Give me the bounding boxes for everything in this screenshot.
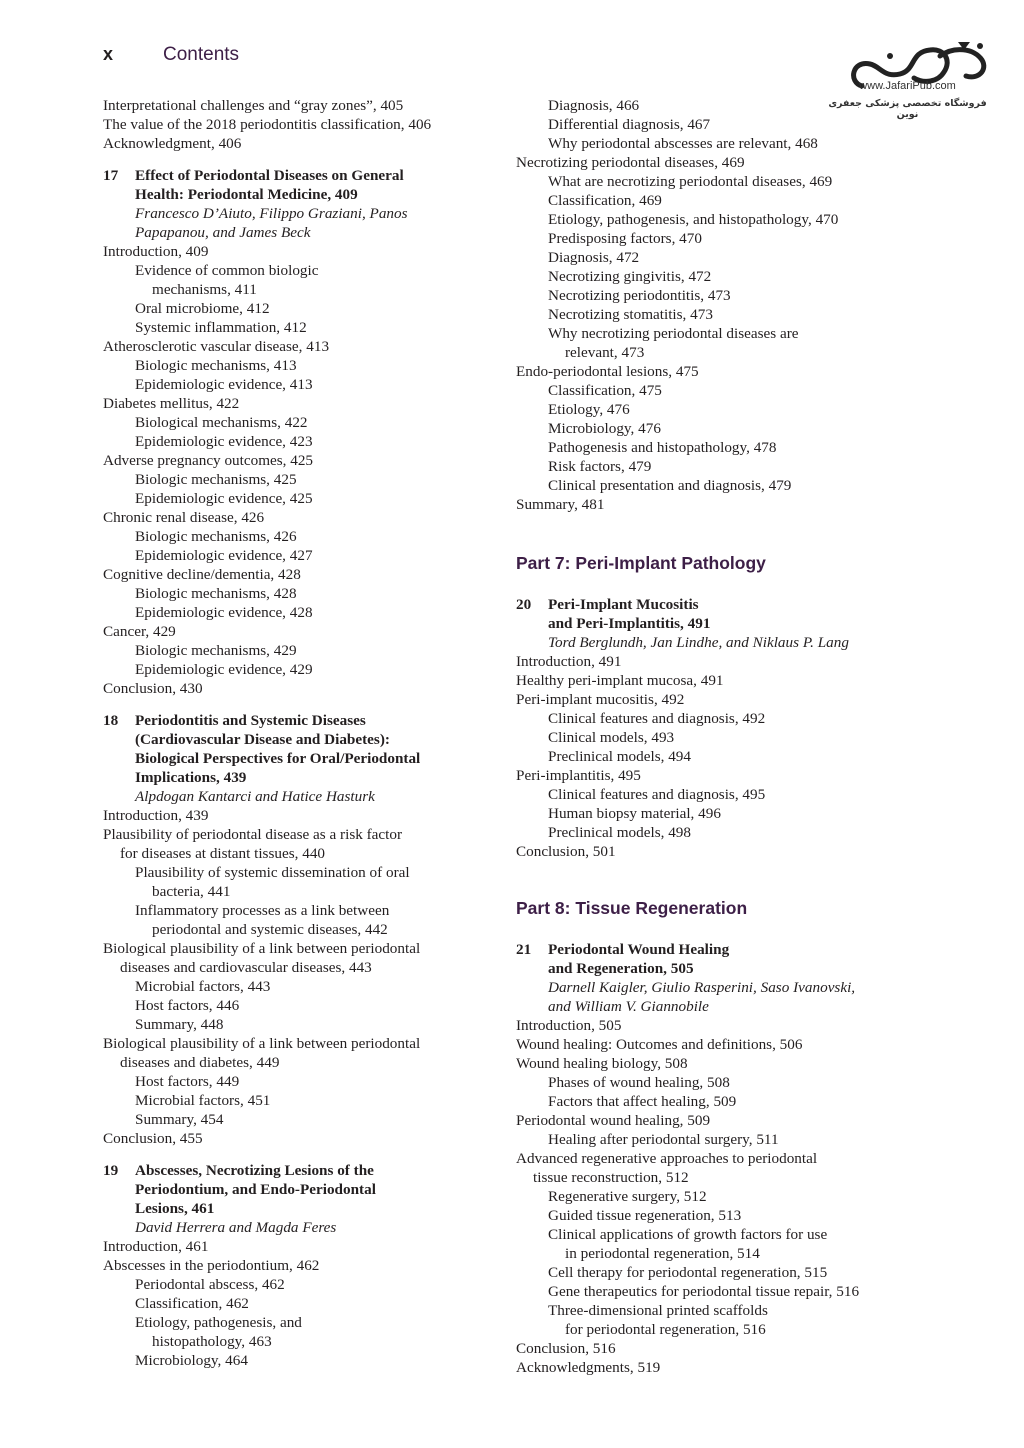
toc-entry bbox=[516, 229, 896, 248]
toc-entry bbox=[103, 1294, 473, 1313]
toc-entry-text: Conclusion, 430 bbox=[103, 680, 203, 697]
toc-entry bbox=[516, 134, 896, 153]
chapter-authors-line: David Herrera and Magda Feres bbox=[135, 1219, 337, 1236]
toc-entry bbox=[516, 785, 896, 804]
toc-entry-text: Biological mechanisms, 422 bbox=[135, 414, 308, 431]
toc-entry bbox=[103, 641, 473, 660]
toc-entry bbox=[516, 823, 896, 842]
toc-entry-text: Cancer, 429 bbox=[103, 623, 176, 640]
toc-entry-text: Clinical features and diagnosis, 492 bbox=[548, 710, 766, 727]
toc-entry-text: Biological plausibility of a link between periodontal bbox=[103, 940, 421, 957]
toc-entry-text: Atherosclerotic vascular disease, 413 bbox=[103, 338, 330, 355]
toc-entry bbox=[516, 690, 896, 709]
toc-entry bbox=[516, 728, 896, 747]
toc-entry bbox=[103, 996, 473, 1015]
toc-entry bbox=[516, 248, 896, 267]
toc-entry-text: Plausibility of systemic dissemination of oral bbox=[135, 864, 410, 881]
toc-entry bbox=[516, 1073, 896, 1092]
toc-entry bbox=[516, 1187, 896, 1206]
toc-entry bbox=[516, 671, 896, 690]
toc-entry bbox=[103, 546, 473, 565]
toc-entry-text: What are necrotizing periodontal diseases, 469 bbox=[548, 173, 833, 190]
chapter-title-line: (Cardiovascular Disease and Diabetes): bbox=[135, 731, 390, 748]
toc-entry-continuation: tissue reconstruction, 512 bbox=[533, 1169, 689, 1186]
toc-entry-text: Necrotizing stomatitis, 473 bbox=[548, 306, 713, 323]
toc-entry bbox=[516, 1358, 896, 1377]
toc-entry bbox=[103, 565, 473, 584]
toc-entry bbox=[516, 747, 896, 766]
toc-entry bbox=[103, 977, 473, 996]
toc-entry bbox=[103, 1275, 473, 1294]
chapter-title-line: Implications, 439 bbox=[135, 769, 247, 786]
toc-entry-text: Peri-implant mucositis, 492 bbox=[516, 691, 685, 708]
chapter-number: 21 bbox=[516, 941, 532, 958]
toc-entry-text: Summary, 481 bbox=[516, 496, 605, 513]
toc-entry-text: Etiology, pathogenesis, and histopathology, 470 bbox=[548, 211, 839, 228]
toc-entry: Interpretational challenges and “gray zones”, 405 bbox=[103, 97, 404, 114]
toc-entry-text: Healing after periodontal surgery, 511 bbox=[548, 1131, 779, 1148]
toc-entry-continuation: histopathology, 463 bbox=[152, 1333, 272, 1350]
toc-entry-text: Advanced regenerative approaches to periodontal bbox=[516, 1150, 818, 1167]
toc-entry bbox=[516, 381, 896, 400]
chapter-title-line: Abscesses, Necrotizing Lesions of the bbox=[135, 1162, 374, 1179]
toc-entry-text: Preclinical models, 494 bbox=[548, 748, 691, 765]
toc-entry-text: Epidemiologic evidence, 413 bbox=[135, 376, 313, 393]
toc-entry bbox=[103, 318, 473, 337]
toc-entry-text: Periodontal abscess, 462 bbox=[135, 1276, 285, 1293]
toc-entry bbox=[516, 305, 896, 324]
toc-entry-text: Risk factors, 479 bbox=[548, 458, 652, 475]
toc-entry bbox=[516, 419, 896, 438]
toc-entry bbox=[516, 1282, 896, 1301]
toc-entry-text: Introduction, 409 bbox=[103, 243, 209, 260]
toc-entry bbox=[516, 172, 896, 191]
chapter-title-line: Biological Perspectives for Oral/Periodontal bbox=[135, 750, 421, 767]
toc-entry-continuation: in periodontal regeneration, 514 bbox=[565, 1245, 760, 1262]
toc-entry bbox=[103, 901, 473, 939]
toc-entry-text: Clinical models, 493 bbox=[548, 729, 675, 746]
toc-entry-text: Adverse pregnancy outcomes, 425 bbox=[103, 452, 314, 469]
toc-entry-text: Healthy peri-implant mucosa, 491 bbox=[516, 672, 724, 689]
toc-entry-text: Oral microbiome, 412 bbox=[135, 300, 270, 317]
toc-entry-continuation: for diseases at distant tissues, 440 bbox=[120, 845, 326, 862]
toc-entry-text: Factors that affect healing, 509 bbox=[548, 1093, 737, 1110]
toc-entry bbox=[516, 438, 896, 457]
toc-entry-text: Regenerative surgery, 512 bbox=[548, 1188, 707, 1205]
toc-entry bbox=[103, 337, 473, 356]
toc-entry-text: Etiology, 476 bbox=[548, 401, 630, 418]
toc-entry bbox=[103, 584, 473, 603]
toc-entry-text: Abscesses in the periodontium, 462 bbox=[103, 1257, 320, 1274]
chapter-title-line: Periodontium, and Endo-Periodontal bbox=[135, 1181, 376, 1198]
toc-entry-text: Introduction, 505 bbox=[516, 1017, 622, 1034]
toc-entry-text: Chronic renal disease, 426 bbox=[103, 509, 265, 526]
toc-entry-text: Etiology, pathogenesis, and bbox=[135, 1314, 302, 1331]
chapter-authors-line: Alpdogan Kantarci and Hatice Hasturk bbox=[135, 788, 375, 805]
toc-entry-text: Periodontal wound healing, 509 bbox=[516, 1112, 711, 1129]
toc-entry-text: Clinical features and diagnosis, 495 bbox=[548, 786, 766, 803]
toc-entry bbox=[516, 1054, 896, 1073]
toc-entry bbox=[516, 709, 896, 728]
toc-entry-text: Cell therapy for periodontal regeneration, 515 bbox=[548, 1264, 828, 1281]
toc-entry-text: Plausibility of periodontal disease as a risk factor bbox=[103, 826, 403, 843]
toc-entry bbox=[103, 394, 473, 413]
toc-entry bbox=[516, 766, 896, 785]
toc-entry bbox=[516, 804, 896, 823]
toc-entry-text: Classification, 469 bbox=[548, 192, 662, 209]
toc-entry bbox=[103, 242, 473, 261]
toc-entry bbox=[103, 451, 473, 470]
toc-entry-text: Microbial factors, 451 bbox=[135, 1092, 271, 1109]
toc-entry-text: Conclusion, 501 bbox=[516, 843, 616, 860]
toc-entry bbox=[103, 375, 473, 394]
chapter-number: 17 bbox=[103, 167, 119, 184]
toc-entry bbox=[103, 1110, 473, 1129]
toc-entry bbox=[103, 1034, 473, 1072]
toc-entry bbox=[103, 660, 473, 679]
page-header bbox=[103, 44, 239, 66]
toc-entry: Acknowledgment, 406 bbox=[103, 135, 242, 152]
running-title: Contents bbox=[163, 44, 240, 65]
toc-entry bbox=[516, 1016, 896, 1035]
chapter-number: 18 bbox=[103, 712, 119, 729]
toc-entry bbox=[516, 1092, 896, 1111]
toc-entry-text: Differential diagnosis, 467 bbox=[548, 116, 711, 133]
toc-entry bbox=[103, 622, 473, 641]
toc-entry-text: Microbial factors, 443 bbox=[135, 978, 271, 995]
toc-entry-text: Systemic inflammation, 412 bbox=[135, 319, 307, 336]
toc-entry-text: Introduction, 491 bbox=[516, 653, 622, 670]
toc-entry-text: Epidemiologic evidence, 427 bbox=[135, 547, 313, 564]
toc-entry bbox=[103, 489, 473, 508]
toc-entry-text: Diabetes mellitus, 422 bbox=[103, 395, 240, 412]
toc-entry-text: Conclusion, 455 bbox=[103, 1130, 203, 1147]
chapter-title-line: Periodontal Wound Healing bbox=[548, 941, 730, 958]
toc-entry bbox=[516, 267, 896, 286]
toc-entry-text: Predisposing factors, 470 bbox=[548, 230, 702, 247]
chapter-21 bbox=[516, 940, 896, 1377]
toc-entry-text: Phases of wound healing, 508 bbox=[548, 1074, 730, 1091]
toc-entry-text: Necrotizing gingivitis, 472 bbox=[548, 268, 712, 285]
toc-entry-text: Endo-periodontal lesions, 475 bbox=[516, 363, 699, 380]
toc-entry bbox=[516, 96, 896, 115]
toc-entry bbox=[516, 1130, 896, 1149]
toc-entry-text: Why periodontal abscesses are relevant, 468 bbox=[548, 135, 818, 152]
toc-entry-text: Clinical presentation and diagnosis, 479 bbox=[548, 477, 792, 494]
toc-entry-continuation: relevant, 473 bbox=[565, 344, 645, 361]
toc-entry bbox=[516, 476, 896, 495]
chapter-number: 19 bbox=[103, 1162, 119, 1179]
toc-entry bbox=[516, 652, 896, 671]
toc-entry-text: Summary, 448 bbox=[135, 1016, 224, 1033]
toc-entry-text: Biologic mechanisms, 426 bbox=[135, 528, 297, 545]
toc-entry bbox=[516, 115, 896, 134]
toc-entry-text: Cognitive decline/dementia, 428 bbox=[103, 566, 301, 583]
chapter-authors-line: Papapanou, and James Beck bbox=[135, 224, 311, 241]
toc-entry bbox=[516, 1263, 896, 1282]
toc-entry-text: Epidemiologic evidence, 423 bbox=[135, 433, 313, 450]
toc-entry-text: Introduction, 461 bbox=[103, 1238, 209, 1255]
toc-entry-continuation: mechanisms, 411 bbox=[152, 281, 257, 298]
toc-entry bbox=[516, 842, 896, 861]
chapter-20 bbox=[516, 595, 896, 861]
toc-entry-continuation: bacteria, 441 bbox=[152, 883, 231, 900]
toc-entry-text: Biological plausibility of a link between periodontal bbox=[103, 1035, 421, 1052]
chapter-authors-line: Darnell Kaigler, Giulio Rasperini, Saso Ivanovski, bbox=[548, 979, 856, 996]
toc-entry bbox=[103, 679, 473, 698]
toc-entry bbox=[516, 1301, 896, 1339]
toc-entry-text: Three-dimensional printed scaffolds bbox=[548, 1302, 768, 1319]
toc-entry-continuation: diseases and diabetes, 449 bbox=[120, 1054, 280, 1071]
toc-entry bbox=[103, 1313, 473, 1351]
part-7-heading: Part 7: Peri-Implant Pathology bbox=[516, 553, 766, 573]
toc-entry bbox=[103, 863, 473, 901]
chapter-title-line: Peri-Implant Mucositis bbox=[548, 596, 699, 613]
toc-entry bbox=[516, 286, 896, 305]
toc-entry bbox=[516, 1035, 896, 1054]
toc-entry bbox=[103, 1072, 473, 1091]
left-column bbox=[103, 96, 473, 1370]
toc-entry-text: Biologic mechanisms, 429 bbox=[135, 642, 297, 659]
chapter-18 bbox=[103, 711, 473, 1148]
toc-entry bbox=[103, 806, 473, 825]
toc-entry-text: Wound healing biology, 508 bbox=[516, 1055, 688, 1072]
chapter-19 bbox=[103, 1161, 473, 1370]
right-column bbox=[516, 96, 896, 1377]
toc-entry-text: Epidemiologic evidence, 425 bbox=[135, 490, 313, 507]
toc-entry bbox=[103, 261, 473, 299]
toc-entry-text: Human biopsy material, 496 bbox=[548, 805, 721, 822]
toc-entry-text: Summary, 454 bbox=[135, 1111, 224, 1128]
toc-entry bbox=[516, 495, 896, 514]
toc-entry-continuation: for periodontal regeneration, 516 bbox=[565, 1321, 766, 1338]
toc-entry bbox=[516, 400, 896, 419]
toc-entry-text: Epidemiologic evidence, 428 bbox=[135, 604, 313, 621]
toc-entry-text: Host factors, 449 bbox=[135, 1073, 240, 1090]
toc-entry-text: Evidence of common biologic bbox=[135, 262, 319, 279]
toc-entry-text: Necrotizing periodontitis, 473 bbox=[548, 287, 731, 304]
toc-entry bbox=[103, 1237, 473, 1256]
toc-entry bbox=[103, 356, 473, 375]
chapter-authors-line: and William V. Giannobile bbox=[548, 998, 709, 1015]
toc-entry bbox=[516, 1149, 896, 1187]
toc-entry bbox=[516, 191, 896, 210]
chapter-title-line: Lesions, 461 bbox=[135, 1200, 215, 1217]
toc-entry bbox=[516, 210, 896, 229]
toc-entry-text: Biologic mechanisms, 413 bbox=[135, 357, 297, 374]
toc-entry-text: Diagnosis, 466 bbox=[548, 97, 640, 114]
toc-entry-text: Acknowledgments, 519 bbox=[516, 1359, 661, 1376]
toc-entry bbox=[103, 1091, 473, 1110]
toc-entry-text: Diagnosis, 472 bbox=[548, 249, 640, 266]
chapter-title-line: and Peri-Implantitis, 491 bbox=[548, 615, 711, 632]
toc-entry-continuation: diseases and cardiovascular diseases, 443 bbox=[120, 959, 372, 976]
chapter-title-line: and Regeneration, 505 bbox=[548, 960, 694, 977]
toc-entry-text: Why necrotizing periodontal diseases are bbox=[548, 325, 799, 342]
toc-entry bbox=[516, 1339, 896, 1358]
toc-entry bbox=[516, 457, 896, 476]
toc-entry-text: Microbiology, 476 bbox=[548, 420, 661, 437]
chapter-title-line: Effect of Periodontal Diseases on General bbox=[135, 167, 404, 184]
toc-entry bbox=[516, 362, 896, 381]
toc-entry bbox=[103, 527, 473, 546]
chapter-title-line: Health: Periodontal Medicine, 409 bbox=[135, 186, 358, 203]
toc-entry bbox=[516, 153, 896, 172]
part-8-heading: Part 8: Tissue Regeneration bbox=[516, 898, 748, 918]
toc-entry bbox=[516, 324, 896, 362]
chapter-number: 20 bbox=[516, 596, 532, 613]
toc-entry bbox=[103, 1015, 473, 1034]
toc-entry bbox=[103, 432, 473, 451]
toc-entry-text: Guided tissue regeneration, 513 bbox=[548, 1207, 742, 1224]
toc-entry-text: Peri-implantitis, 495 bbox=[516, 767, 641, 784]
toc-entry bbox=[103, 470, 473, 489]
toc-entry bbox=[103, 603, 473, 622]
toc-entry-text: Introduction, 439 bbox=[103, 807, 209, 824]
toc-entry-text: Microbiology, 464 bbox=[135, 1352, 248, 1369]
toc-entry-text: Inflammatory processes as a link between bbox=[135, 902, 390, 919]
publisher-subtitle: فروشگاه تخصصی پزشکی جعفری نوین bbox=[828, 98, 987, 120]
toc-entry-text: Conclusion, 516 bbox=[516, 1340, 616, 1357]
page-number: x bbox=[103, 44, 114, 64]
chapter-17 bbox=[103, 166, 473, 698]
toc-entry bbox=[516, 1225, 896, 1263]
toc-entry bbox=[103, 1129, 473, 1148]
chapter-authors-line: Tord Berglundh, Jan Lindhe, and Niklaus P. Lang bbox=[548, 634, 849, 651]
toc-entry bbox=[103, 299, 473, 318]
toc-entry: The value of the 2018 periodontitis classification, 406 bbox=[103, 116, 432, 133]
toc-entry bbox=[103, 413, 473, 432]
toc-entry-continuation: periodontal and systemic diseases, 442 bbox=[152, 921, 388, 938]
publisher-url: www.JafariPub.com bbox=[859, 80, 956, 92]
toc-entry-text: Clinical applications of growth factors for use bbox=[548, 1226, 828, 1243]
toc-entry bbox=[103, 939, 473, 977]
toc-entry-text: Epidemiologic evidence, 429 bbox=[135, 661, 313, 678]
toc-entry bbox=[103, 825, 473, 863]
toc-entry-text: Biologic mechanisms, 428 bbox=[135, 585, 297, 602]
toc-entry-text: Classification, 475 bbox=[548, 382, 662, 399]
toc-entry bbox=[516, 1111, 896, 1130]
toc-entry-text: Necrotizing periodontal diseases, 469 bbox=[516, 154, 745, 171]
toc-entry bbox=[103, 508, 473, 527]
toc-entry-text: Host factors, 446 bbox=[135, 997, 240, 1014]
toc-entry-text: Classification, 462 bbox=[135, 1295, 249, 1312]
chapter-title-line: Periodontitis and Systemic Diseases bbox=[135, 712, 366, 729]
toc-entry-text: Preclinical models, 498 bbox=[548, 824, 691, 841]
chapter-authors-line: Francesco D’Aiuto, Filippo Graziani, Panos bbox=[135, 205, 408, 222]
toc-entry-text: Pathogenesis and histopathology, 478 bbox=[548, 439, 777, 456]
toc-entry bbox=[103, 1351, 473, 1370]
toc-entry-text: Wound healing: Outcomes and definitions, 506 bbox=[516, 1036, 803, 1053]
toc-entry bbox=[516, 1206, 896, 1225]
toc-entry bbox=[103, 1256, 473, 1275]
toc-entry-text: Biologic mechanisms, 425 bbox=[135, 471, 297, 488]
toc-entry-text: Gene therapeutics for periodontal tissue repair, 516 bbox=[548, 1283, 860, 1300]
